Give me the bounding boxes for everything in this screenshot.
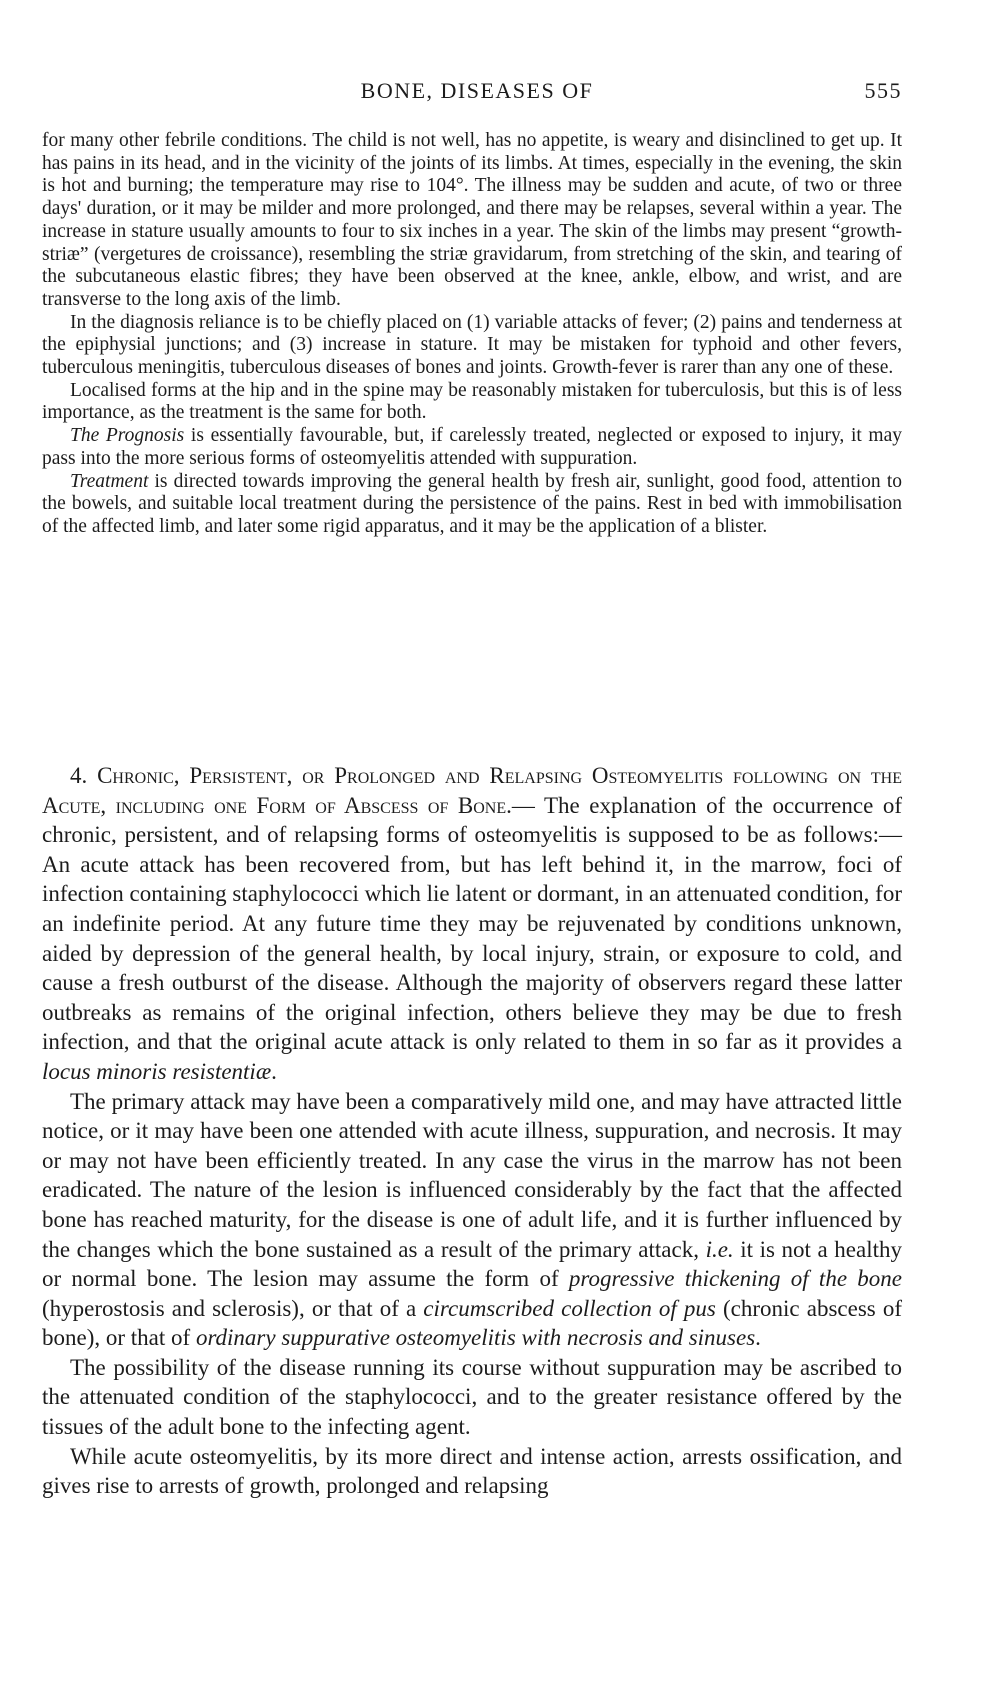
section-4 (42, 761, 902, 1501)
locus-phrase: locus minoris resistentiæ (42, 1058, 272, 1084)
running-header (52, 78, 902, 108)
text-run: . (755, 1325, 761, 1351)
paragraph: for many other febrile conditions. The child is not well, has no appetite, is weary and disinclined to get up. It has pains in its head, and in the vicinity of the joints of its limbs. At times, especially in the evening, the skin is hot and burning; the temperature may rise to 104°. The illness may be sudden and acute, of two or three days' duration, or it may be milder and more prolonged, and there may be relapses, several within a year. The increase in stature usually amounts to four to six inches in a year. The skin of the limbs may present “growth-striæ” (vergetures de croissance), resembling the striæ gravidarum, from stretching of the skin, and tearing of the subcutaneous elastic fibres; they have been observed at the knee, ankle, elbow, and wrist, and are transverse to the long axis of the limb. (42, 130, 902, 310)
primary-attack-paragraph (42, 1087, 902, 1353)
treatment-paragraph (42, 471, 902, 539)
paragraph: In the diagnosis reliance is to be chiefly placed on (1) variable attacks of fever; (2) pains and tenderness at the epiphysial junctions; and (3) increase in stature. It may be mistaken for typhoid and other fevers, tuberculous meningitis, tuberculous diseases of bones and joints. Growth-fever is rarer than any one of these. (42, 311, 902, 379)
page-number: 555 (864, 78, 902, 103)
section-4-paragraph (42, 761, 902, 1087)
lesion-form-suppurative: ordinary suppurative osteomyelitis with necrosis and sinuses (195, 1325, 756, 1351)
lesion-form-abscess: circumscribed collection of pus (423, 1295, 716, 1321)
text-run: it is not a healthy or normal bone. The lesion may assume the form of (42, 1236, 903, 1292)
prognosis-text: is essentially favourable, but, if carelessly treated, neglected or exposed to injury, it may pass into the more serious forms of osteomyelitis attended with suppuration. (42, 425, 902, 469)
text-run: (chronic abscess of bone), or that of (42, 1295, 902, 1351)
section-number: 4. (70, 763, 88, 788)
section-heading: Chronic, Persistent, or Prolonged and Relapsing Osteomyelitis following on the Acute, including one Form of Abscess of Bone.— (42, 763, 902, 818)
prognosis-paragraph (42, 425, 902, 470)
section-intro-text: The explanation of the occurrence of chronic, persistent, and of relapsing forms of osteomyelitis is supposed to be as follows:—An acute attack has been recovered from, but has left behind it, in the marrow, foci of infection containing staphylococci which lie latent or dormant, in an attenuated condition, for an indefinite period. At any future time they may be rejuvenated by conditions unknown, aided by depression of the general health, by local injury, strain, or exposure to cold, and cause a fresh outburst of the disease. Although the majority of observers regard these latter outbreaks as remains of the original infection, others believe they may be due to fresh infection, and that the original acute attack is only related to them in so far as it provides a (42, 792, 902, 1055)
text-run: The primary attack may have been a comparatively mild one, and may have attracted little notice, or it may have been one attended with acute illness, suppuration, and necrosis. It may or may not have been efficiently treated. In any case the virus in the marrow has not been eradicated. The nature of the lesion is influenced considerably by the fact that the affected bone has reached maturity, for the disease is one of adult life, and it is further influenced by the changes which the bone sustained as a result of the primary attack, (42, 1088, 902, 1262)
paragraph: The possibility of the disease running its course without suppuration may be ascribed to the attenuated condition of the staphylococci, and to the greater resistance offered by the tissues of the adult bone to the infecting agent. (42, 1354, 902, 1440)
small-print-section (42, 130, 902, 539)
text-run: (hyperostosis and sclerosis), or that of a (42, 1295, 424, 1321)
running-title: BONE, DISEASES OF (360, 78, 594, 103)
section-intro-end: . (271, 1058, 277, 1084)
treatment-label: Treatment (70, 470, 149, 492)
paragraph: Localised forms at the hip and in the spine may be reasonably mistaken for tuberculosis, but this is of less importance, as the treatment is the same for both. (42, 379, 902, 424)
treatment-text: is directed towards improving the general health by fresh air, sunlight, good food, attention to the bowels, and suitable local treatment during the persistence of the pains. Rest in bed with immobilisation of the affected limb, and later some rigid apparatus, and it may be the application of a blister. (42, 470, 902, 537)
prognosis-label: The Prognosis (70, 425, 185, 447)
lesion-form-thickening: progressive thickening of the bone (568, 1266, 902, 1292)
paragraph: While acute osteomyelitis, by its more direct and intense action, arrests ossification, and gives rise to arrests of growth, prolonged and relapsing (42, 1443, 902, 1499)
ie-abbrev: i.e. (705, 1236, 734, 1262)
